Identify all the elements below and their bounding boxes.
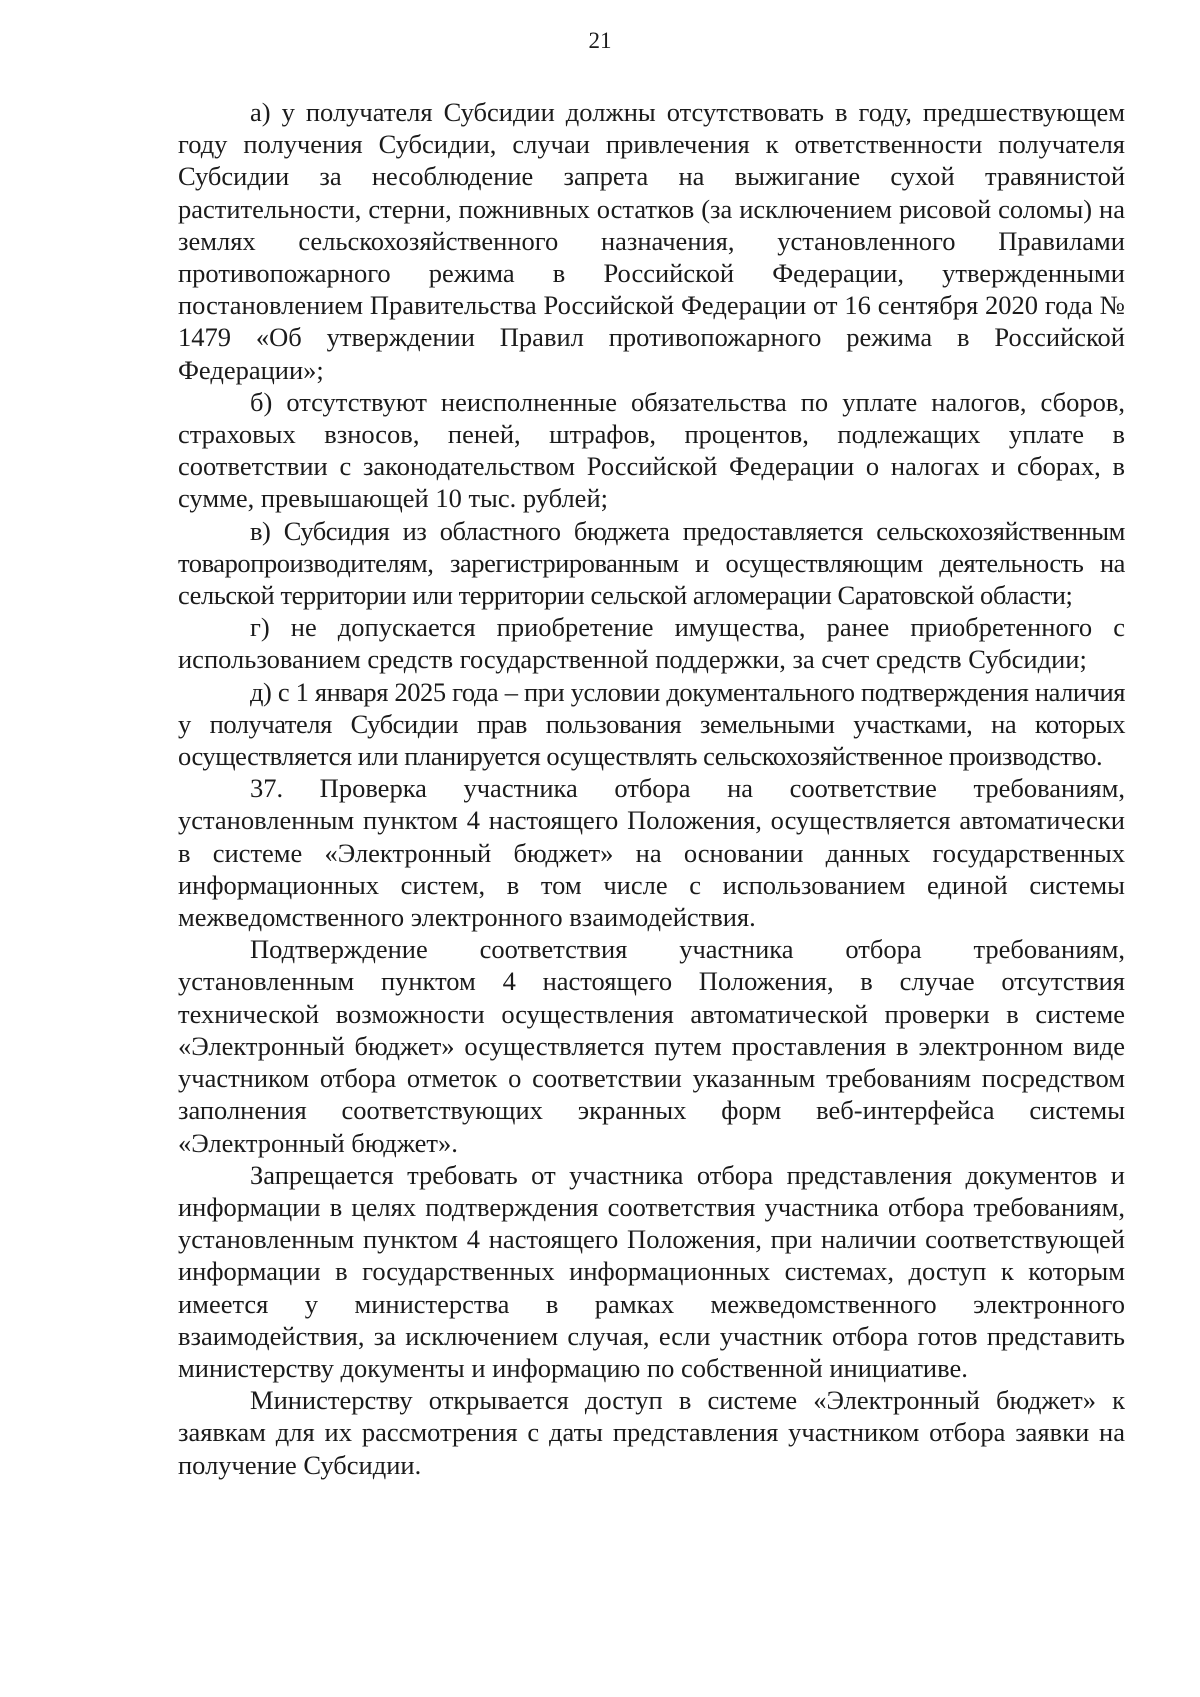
paragraph-prohibition: Запрещается требовать от участника отбора представления документов и информации в целях подтверждения соответствия участника отбора требованиям, установленным пунктом 4 настоящего Положения, при наличии соответствующей информации в государственных информационных системах, доступ к которым имеется у министерства в рамках межведомственного электронного взаимодействия, за исключением случая, если участник отбора готов представить министерству документы и информацию по собственной инициативе.	[178, 1159, 1125, 1383]
document-body	[178, 96, 1125, 1481]
paragraph-d: д) с 1 января 2025 года – при условии документального подтверждения наличия у получателя Субсидии прав пользования земельными участками, на которых осуществляется или планируется осуществлять сельскохозяйственное производство.	[178, 676, 1125, 772]
paragraph-ministry-access: Министерству открывается доступ в системе «Электронный бюджет» к заявкам для их рассмотрения с даты представления участником отбора заявки на получение Субсидии.	[178, 1385, 1125, 1480]
paragraph-b: б) отсутствуют неисполненные обязательства по уплате налогов, сборов, страховых взносов, пеней, штрафов, процентов, подлежащих уплате в соответствии с законодательством Российской Федерации о налогах и сборах, в сумме, превышающей 10 тыс. рублей;	[178, 386, 1125, 514]
paragraph-confirmation: Подтверждение соответствия участника отбора требованиям, установленным пунктом 4 настоящего Положения, в случае отсутствия технической возможности осуществления автоматической проверки в системе «Электронный бюджет» осуществляется путем проставления в электронном виде участником отбора отметок о соответствии указанным требованиям посредством заполнения соответствующих экранных форм веб-интерфейса системы «Электронный бюджет».	[178, 934, 1125, 1158]
paragraph-37: 37. Проверка участника отбора на соответствие требованиям, установленным пунктом 4 настоящего Положения, осуществляется автоматически в системе «Электронный бюджет» на основании данных государственных информационных систем, в том числе с использованием единой системы межведомственного электронного взаимодействия.	[178, 773, 1125, 933]
page-number: 21	[588, 28, 612, 53]
paragraph-v: в) Субсидия из областного бюджета предоставляется сельскохозяйственным товаропроизводителям, зарегистрированным и осуществляющим деятельность на сельской территории или территории сельской агломерации Саратовской области;	[178, 515, 1125, 611]
paragraph-g: г) не допускается приобретение имущества, ранее приобретенного с использованием средств государственной поддержки, за счет средств Субсидии;	[178, 612, 1125, 675]
paragraph-a: а) у получателя Субсидии должны отсутствовать в году, предшествующем году получения Субсидии, случаи привлечения к ответственности получателя Субсидии за несоблюдение запрета на выжигание сухой травянистой растительности, стерни, пожнивных остатков (за исключением рисовой соломы) на землях сельскохозяйственного назначения, установленного Правилами противопожарного режима в Российской Федерации, утвержденными постановлением Правительства Российской Федерации от 16 сентября 2020 года № 1479 «Об утверждении Правил противопожарного режима в Российской Федерации»;	[178, 97, 1125, 385]
